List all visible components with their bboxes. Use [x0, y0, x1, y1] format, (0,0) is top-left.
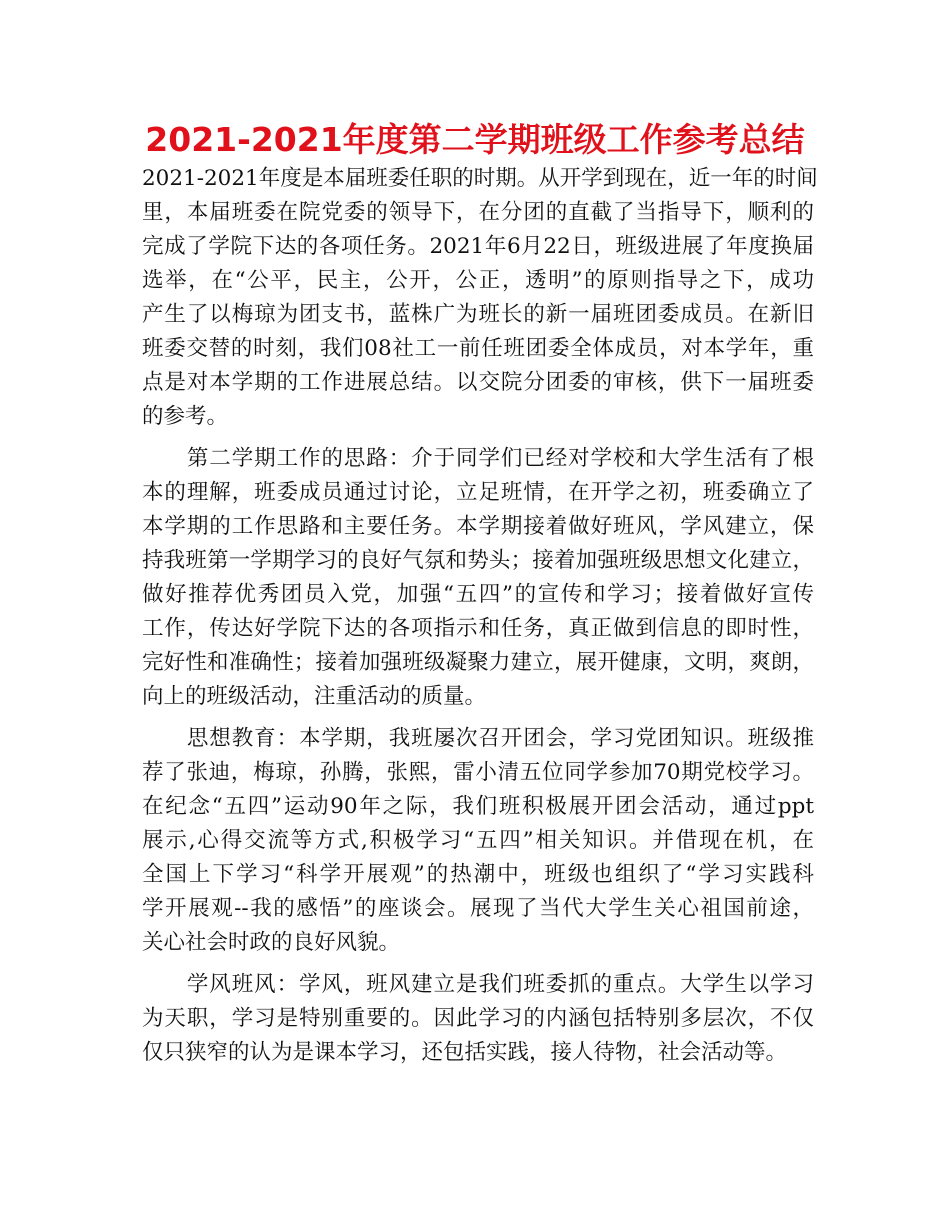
text-line: 关心社会时政的良好风貌。 [142, 930, 401, 955]
paragraph-study-style [142, 968, 814, 1070]
text-line: 荐了张迪，梅琼，孙腾，张熙，雷小清五位同学参加70期党校学习。 [142, 760, 814, 785]
paragraph-spacer [142, 960, 814, 968]
paragraph-work-ideas [142, 442, 814, 714]
text-line: 本的理解，班委成员通过讨论，立足班情，在开学之初，班委确立了 [142, 480, 814, 505]
text-line: 做好推荐优秀团员入党，加强“五四”的宣传和学习；接着做好宣传 [142, 582, 814, 607]
text-line: 在纪念“五四”运动90年之际，我们班积极展开团会活动，通过ppt [142, 794, 814, 819]
text-line: 学开展观--我的感悟”的座谈会。展现了当代大学生关心祖国前途， [142, 896, 814, 921]
text-line: 仅只狭窄的认为是课本学习，还包括实践，接人待物，社会活动等。 [142, 1040, 788, 1065]
paragraph-spacer [142, 714, 814, 722]
text-line: 点是对本学期的工作进展总结。以交院分团委的审核，供下一届班委 [142, 370, 814, 395]
document-body [142, 162, 818, 1070]
paragraph-spacer [142, 434, 814, 442]
text-line: 思想教育：本学期，我班屡次召开团会，学习党团知识。班级推 [142, 726, 814, 751]
text-line: 学风班风：学风，班风建立是我们班委抓的重点。大学生以学习 [142, 972, 814, 997]
text-line: 完好性和准确性；接着加强班级凝聚力建立，展开健康，文明，爽朗， [142, 650, 814, 675]
text-line: 向上的班级活动，注重活动的质量。 [142, 684, 487, 709]
text-line: 的参考。 [142, 404, 229, 429]
text-line: 工作，传达好学院下达的各项指示和任务，真正做到信息的即时性， [142, 616, 814, 641]
text-line: 2021-2021年度是本届班委任职的时期。从开学到现在，近一年的时间 [142, 166, 818, 191]
paragraph-intro [142, 162, 818, 434]
text-line: 班委交替的时刻，我们08社工一前任班团委全体成员，对本学年，重 [142, 336, 814, 361]
text-line: 第二学期工作的思路：介于同学们已经对学校和大学生活有了根 [142, 446, 814, 471]
text-line: 全国上下学习“科学开展观”的热潮中，班级也组织了“学习实践科 [142, 862, 814, 887]
text-line: 为天职，学习是特别重要的。因此学习的内涵包括特别多层次，不仅 [142, 1006, 814, 1031]
text-line: 展示,心得交流等方式,积极学习“五四”相关知识。并借现在机，在 [142, 828, 814, 853]
text-line: 选举，在“公平，民主，公开，公正，透明”的原则指导之下，成功 [142, 268, 814, 293]
text-line: 持我班第一学期学习的良好气氛和势头；接着加强班级思想文化建立， [142, 548, 814, 573]
text-line: 里，本届班委在院党委的领导下，在分团的直截了当指导下，顺利的 [142, 200, 814, 225]
document-title: 2021-2021年度第二学期班级工作参考总结 [145, 120, 805, 159]
text-line: 本学期的工作思路和主要任务。本学期接着做好班风，学风建立，保 [142, 514, 814, 539]
text-line: 产生了以梅琼为团支书，蓝株广为班长的新一届班团委成员。在新旧 [142, 302, 814, 327]
paragraph-ideological-education [142, 722, 814, 960]
text-line: 完成了学院下达的各项任务。2021年6月22日，班级进展了年度换届 [142, 234, 814, 259]
